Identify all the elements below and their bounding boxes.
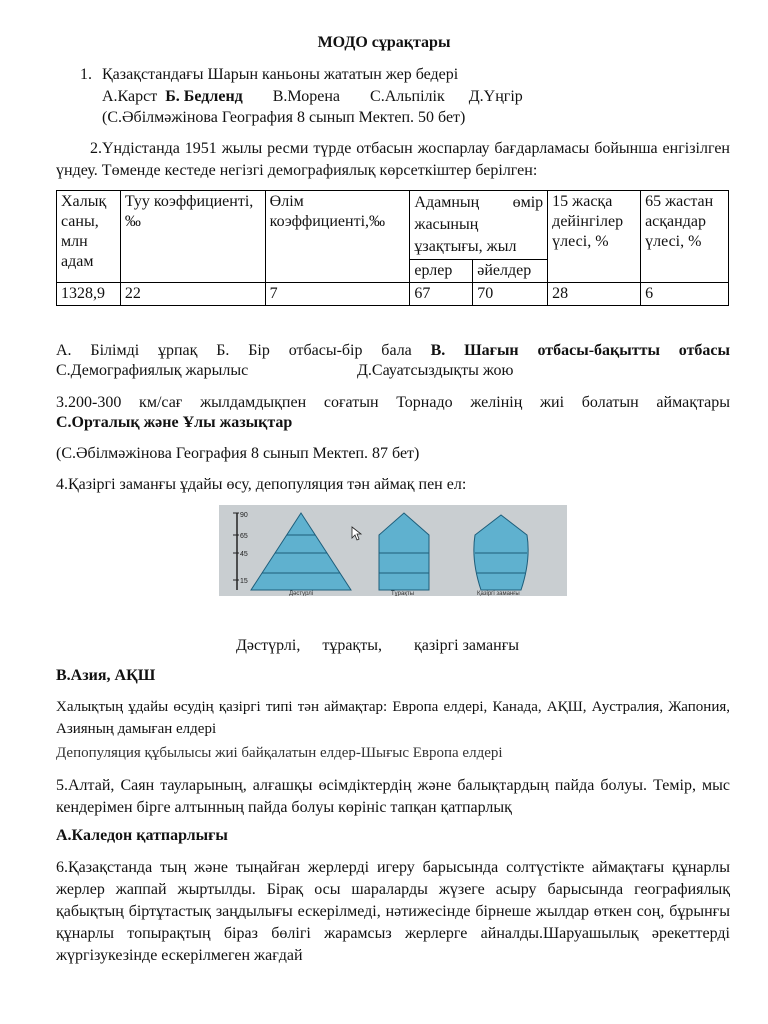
tick-label-90: 90	[240, 512, 248, 519]
header-under-15: 15 жасқа дейінгілер үлесі, %	[548, 191, 641, 283]
q1-option-d: С.Альпілік	[370, 88, 445, 105]
q3-answer: С.Орталық және Ұлы жазықтар	[56, 414, 293, 431]
pyramid-figure	[219, 505, 567, 596]
cell-men: 67	[410, 283, 473, 306]
q4-note-2: Депопуляция құбылысы жиі байқалатын елдер-Шығыс Европа елдері	[56, 745, 503, 761]
header-life-expectancy: Адамның өмір жасының ұзақтығы, жыл	[410, 191, 548, 260]
q5-text: 5.Алтай, Саян тауларының, алғашқы өсімдіктердің және балықтардың пайда болуы. Темір, мыс кендерімен бірге алтынның пайда болуы көрініс тапқан қатпарлық	[56, 777, 730, 816]
q4-note-1: Халықтың ұдайы өсудің қазіргі типі тән аймақтар: Европа елдері, Канада, АҚШ, Аустралия, Жапония, Азияның дамыған елдері	[56, 699, 730, 737]
caption-stable: тұрақты,	[322, 637, 382, 654]
q4-answer: В.Азия, АҚШ	[56, 667, 156, 684]
q2-text: 2.Үндістанда 1951 жылы ресми түрде отбасын жоспарлау бағдарламасы бойынша енгізілген үндеу. Төменде кестеде негізгі демографиялық көрсеткіштер берілген:	[56, 140, 730, 179]
header-death-rate: Өлім коэффициенті,‰	[265, 191, 410, 283]
q1-option-a: А.Карст	[102, 88, 158, 105]
q3-text: 3.200-300 км/сағ жылдамдықпен соғатын Торнадо желінің жиі болатын аймақтары	[56, 394, 730, 411]
figure-caption	[236, 637, 519, 655]
figure-label-modern: Қазіргі заманғы	[477, 591, 520, 596]
cell-over-65: 6	[641, 283, 729, 306]
q2-option-c: В. Шағын отбасы-бақытты отбасы	[430, 342, 731, 359]
table-header-row	[57, 191, 729, 260]
caption-modern: қазіргі заманғы	[413, 637, 519, 654]
q1-option-b: Б. Бедленд	[165, 88, 243, 105]
cursor-icon	[352, 527, 361, 540]
q1-number: 1.	[80, 66, 92, 83]
q3-source: (С.Әбілмәжінова География 8 сынып Мектеп. 87 бет)	[56, 445, 420, 462]
stable-pyramid	[379, 513, 429, 590]
demographics-table	[56, 190, 729, 306]
header-women: әйелдер	[473, 260, 548, 283]
table-row	[57, 283, 729, 306]
cell-death-rate: 7	[265, 283, 410, 306]
cell-women: 70	[473, 283, 548, 306]
figure-label-stable: Тұрақты	[391, 591, 415, 596]
header-men: ерлер	[410, 260, 473, 283]
cell-birth-rate: 22	[120, 283, 265, 306]
header-birth-rate: Туу коэффициенті,‰	[120, 191, 265, 283]
traditional-pyramid	[251, 513, 351, 590]
q2-option-b: Б. Бір отбасы-бір бала	[216, 342, 412, 359]
q1-text: Қазақстандағы Шарын каньоны жататын жер бедері	[102, 66, 459, 83]
page-title: МОДО сұрақтары	[317, 34, 451, 51]
tick-label-65: 65	[240, 533, 248, 540]
caption-traditional: Дәстүрлі,	[236, 637, 301, 654]
q2-option-a: А. Білімді ұрпақ	[56, 342, 198, 359]
header-over-65: 65 жастан асқандар үлесі, %	[641, 191, 729, 283]
figure-label-traditional: Дәстүрлі	[289, 591, 314, 596]
cell-under-15: 28	[548, 283, 641, 306]
header-population: Халық саны, млн адам	[57, 191, 121, 283]
cell-population: 1328,9	[57, 283, 121, 306]
q1-option-c: В.Морена	[272, 88, 341, 105]
q6-text: 6.Қазақстанда тың және тыңайған жерлерді игеру барысында солтүстікте аймақтағы құнарлы жерлер жаппай жыртылды. Бірақ осы шараларды жүзеге асыру барысында географиялық қабықтың біртұтастық заңдылығы ескерілмеді, нәтижесінде бірнеше жылдар өткен соң, бұрынғы құнарлы топырақтың біраз бөлігі жарамсыз жерлерге айналды.Шаруашылық әрекеттерді жүргізукезінде ескерілмеген жағдай	[56, 859, 730, 964]
q1-options	[102, 88, 523, 106]
q2-option-e: Д.Сауатсыздықты жою	[357, 362, 514, 379]
q5-answer: А.Каледон қатпарлығы	[56, 827, 228, 844]
tick-label-15: 15	[240, 578, 248, 585]
q1-source: (С.Әбілмәжінова География 8 сынып Мектеп. 50 бет)	[102, 109, 466, 126]
tick-label-45: 45	[240, 551, 248, 558]
q2-option-d: С.Демографиялық жарылыс	[56, 362, 249, 379]
q1-option-e: Д.Үңгір	[468, 88, 523, 105]
pyramid-graphic	[219, 505, 567, 596]
q2-options-line1	[56, 340, 730, 362]
q4-text: 4.Қазіргі заманғы ұдайы өсу, депопуляция тән аймақ пен ел:	[56, 476, 467, 493]
